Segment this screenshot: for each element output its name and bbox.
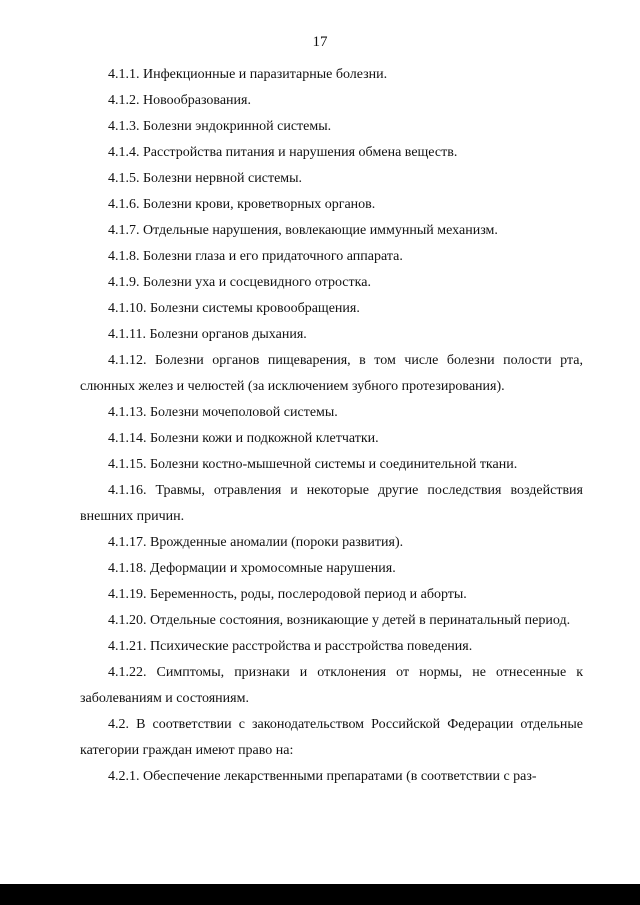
list-item: 4.1.3. Болезни эндокринной системы. — [108, 119, 332, 134]
list-item: 4.1.9. Болезни уха и сосцевидного отростка. — [108, 275, 371, 290]
list-item: 4.1.14. Болезни кожи и подкожной клетчатки. — [108, 431, 379, 446]
list-item: 4.1.21. Психические расстройства и расстройства поведения. — [108, 639, 473, 654]
list-item: 4.1.5. Болезни нервной системы. — [108, 171, 303, 186]
document-body — [80, 62, 583, 790]
list-item: 4.1.4. Расстройства питания и нарушения обмена веществ. — [108, 145, 458, 160]
list-item: 4.1.1. Инфекционные и паразитарные болезни. — [108, 67, 388, 82]
list-item: 4.1.19. Беременность, роды, послеродовой период и аборты. — [108, 587, 467, 602]
paragraph: 4.2.1. Обеспечение лекарственными препаратами (в соответствии с раз- — [108, 769, 537, 784]
list-item: 4.1.18. Деформации и хромосомные нарушения. — [108, 561, 396, 576]
page-number: 17 — [312, 34, 328, 50]
list-item: 4.1.12. Болезни органов пищеварения, в том числе болезни полости рта, слюнных желез и челюстей (за исключением зубного протезирования). — [80, 353, 583, 394]
list-item: 4.1.17. Врожденные аномалии (пороки развития). — [108, 535, 404, 550]
list-item: 4.1.7. Отдельные нарушения, вовлекающие иммунный механизм. — [108, 223, 498, 238]
paragraph: 4.2. В соответствии с законодательством Российской Федерации отдельные категории граждан имеют право на: — [80, 717, 583, 758]
list-item: 4.1.8. Болезни глаза и его придаточного аппарата. — [108, 249, 403, 264]
list-item: 4.1.11. Болезни органов дыхания. — [108, 327, 307, 342]
scan-edge-bar — [0, 884, 640, 905]
list-item: 4.1.20. Отдельные состояния, возникающие у детей в перинатальный период. — [108, 613, 571, 628]
list-item: 4.1.22. Симптомы, признаки и отклонения от нормы, не отнесенные к заболеваниям и состояниям. — [80, 665, 583, 706]
list-item: 4.1.15. Болезни костно-мышечной системы и соединительной ткани. — [108, 457, 518, 472]
list-item: 4.1.10. Болезни системы кровообращения. — [108, 301, 360, 316]
list-item: 4.1.16. Травмы, отравления и некоторые другие последствия воздействия внешних причин. — [80, 483, 583, 524]
list-item: 4.1.6. Болезни крови, кроветворных органов. — [108, 197, 376, 212]
list-item: 4.1.13. Болезни мочеполовой системы. — [108, 405, 338, 420]
list-item: 4.1.2. Новообразования. — [108, 93, 251, 108]
